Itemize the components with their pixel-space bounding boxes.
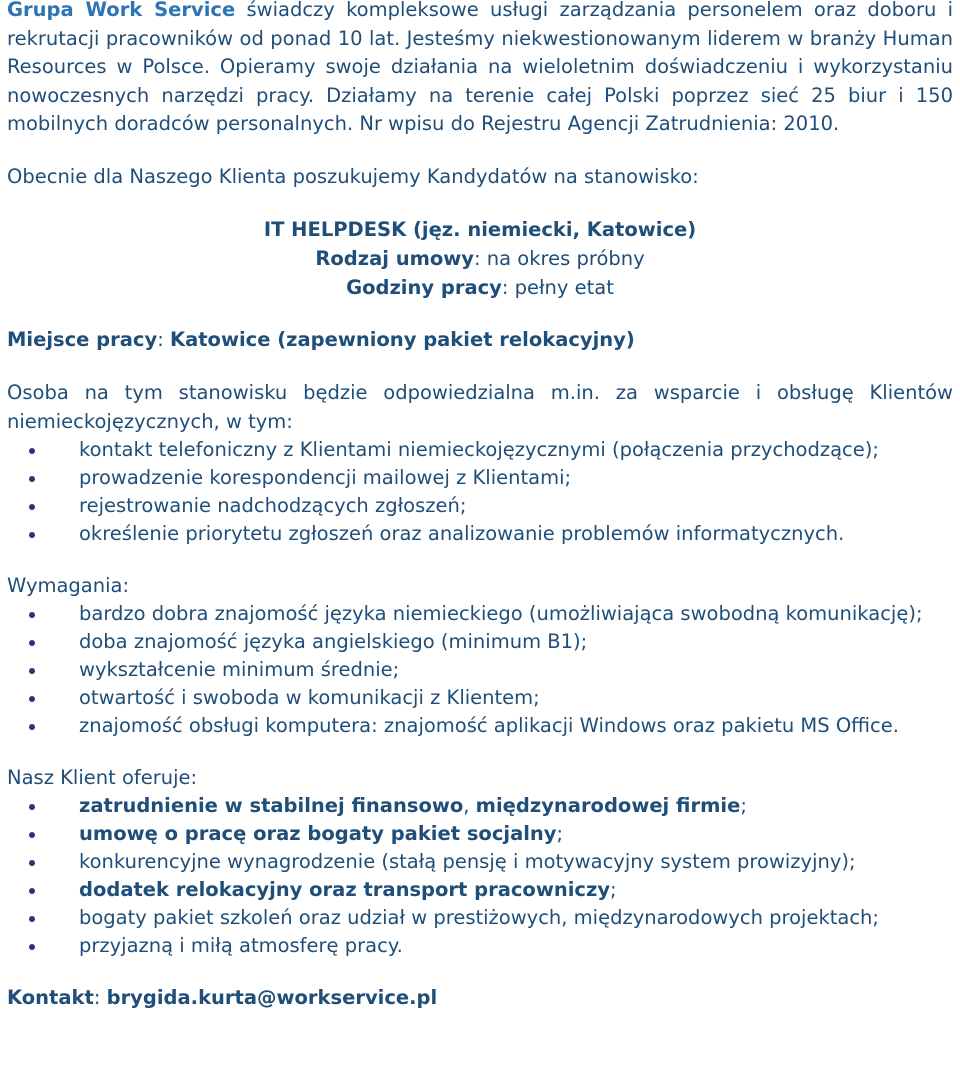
list-item-text: wykształcenie minimum średnie; [79,657,400,681]
location-separator: : [157,327,170,351]
location-value: Katowice (zapewniony pakiet relokacyjny) [169,327,635,351]
contact-label: Kontakt [7,985,94,1009]
list-item-text: międzynarodowej firmie [475,793,741,817]
bullet-icon [29,916,35,922]
list-item [7,932,953,960]
list-item-text: ; [740,793,747,817]
bullet-icon [29,888,35,894]
contact-line [7,983,953,1012]
list-item [7,520,953,548]
list-item-text: kontakt telefoniczny z Klientami niemieckojęzycznymi (połączenia przychodzące); [79,437,879,461]
list-item-text: doba znajomość języka angielskiego (minimum B1); [79,629,588,653]
hours-label: Godziny pracy [346,275,502,299]
list-item [7,792,953,820]
company-intro [7,0,953,139]
responsibilities-intro: Osoba na tym stanowisku będzie odpowiedzialna m.in. za wsparcie i obsługę Klientów niemieckojęzycznych, w tym: [7,380,953,433]
search-statement: Obecnie dla Naszego Klienta poszukujemy Kandydatów na stanowisko: [7,164,699,188]
list-item [7,876,953,904]
list-item-text: ; [610,877,617,901]
bullet-icon [29,668,35,674]
list-item-text: otwartość i swoboda w komunikacji z Klientem; [79,685,540,709]
bullet-icon [29,504,35,510]
bullet-icon [29,860,35,866]
bullet-icon [29,944,35,950]
requirements-heading: Wymagania: [7,573,130,597]
contract-type [7,244,953,273]
workplace [7,325,953,354]
contact-email[interactable]: brygida.kurta@workservice.pl [106,985,438,1009]
bullet-icon [29,612,35,618]
offer-heading: Nasz Klient oferuje: [7,765,198,789]
list-item [7,904,953,932]
bullet-icon [29,476,35,482]
contact-separator: : [93,985,107,1009]
working-hours [7,273,953,302]
contract-value: : na okres próbny [474,246,645,270]
list-item [7,684,953,712]
hours-value: : pełny etat [501,275,614,299]
list-item-text: znajomość obsługi komputera: znajomość aplikacji Windows oraz pakietu MS Office. [79,713,899,737]
list-item-text: dodatek relokacyjny oraz transport pracowniczy [79,877,611,901]
bullet-icon [29,832,35,838]
bullet-icon [29,640,35,646]
location-label: Miejsce pracy [7,327,158,351]
list-item [7,436,953,464]
list-item-text: zatrudnienie w stabilnej finansowo [79,793,464,817]
list-item-text: , [463,793,476,817]
list-item [7,656,953,684]
list-item-text: konkurencyjne wynagrodzenie (stałą pensję i motywacyjny system prowizyjny); [79,849,856,873]
list-item [7,464,953,492]
bullet-icon [29,724,35,730]
list-item-text: ; [556,821,564,845]
list-item-text: rejestrowanie nadchodzących zgłoszeń; [79,493,467,517]
list-item [7,712,953,740]
list-item [7,600,953,628]
list-item-text: przyjazną i miłą atmosferę pracy. [79,933,403,957]
bullet-icon [29,532,35,538]
list-item-text: bardzo dobra znajomość języka niemieckiego (umożliwiająca swobodną komunikację); [79,601,923,625]
job-title: IT HELPDESK (jęz. niemiecki, Katowice) [263,217,697,241]
list-item-text: określenie priorytetu zgłoszeń oraz analizowanie problemów informatycznych. [79,521,845,545]
company-description: świadczy kompleksowe usługi zarządzania personelem oraz doboru i rekrutacji pracowników od ponad 10 lat. Jesteśmy niekwestionowanym liderem w branży Human Resources w Polsce. Opieramy swoje działania na wieloletnim doświadczeniu i wykorzystaniu nowoczesnych narzędzi pracy. Działamy na terenie całej Polski poprzez sieć 25 biur i 150 mobilnych doradców personalnych. Nr wpisu do Rejestru Agencji Zatrudnienia: 2010. [7,0,954,136]
list-item-text: umowę o pracę oraz bogaty pakiet socjalny [79,821,557,845]
offer-list [7,792,953,960]
list-item [7,492,953,520]
list-item [7,628,953,656]
company-name: Grupa Work Service [7,0,236,21]
list-item-text: prowadzenie korespondencji mailowej z Klientami; [79,465,572,489]
bullet-icon [29,696,35,702]
requirements-list [7,600,953,740]
list-item-text: bogaty pakiet szkoleń oraz udział w prestiżowych, międzynarodowych projektach; [79,905,879,929]
contract-label: Rodzaj umowy [315,246,475,270]
bullet-icon [29,804,35,810]
list-item [7,848,953,876]
list-item [7,820,953,848]
bullet-icon [29,448,35,454]
responsibilities-list [7,436,953,548]
